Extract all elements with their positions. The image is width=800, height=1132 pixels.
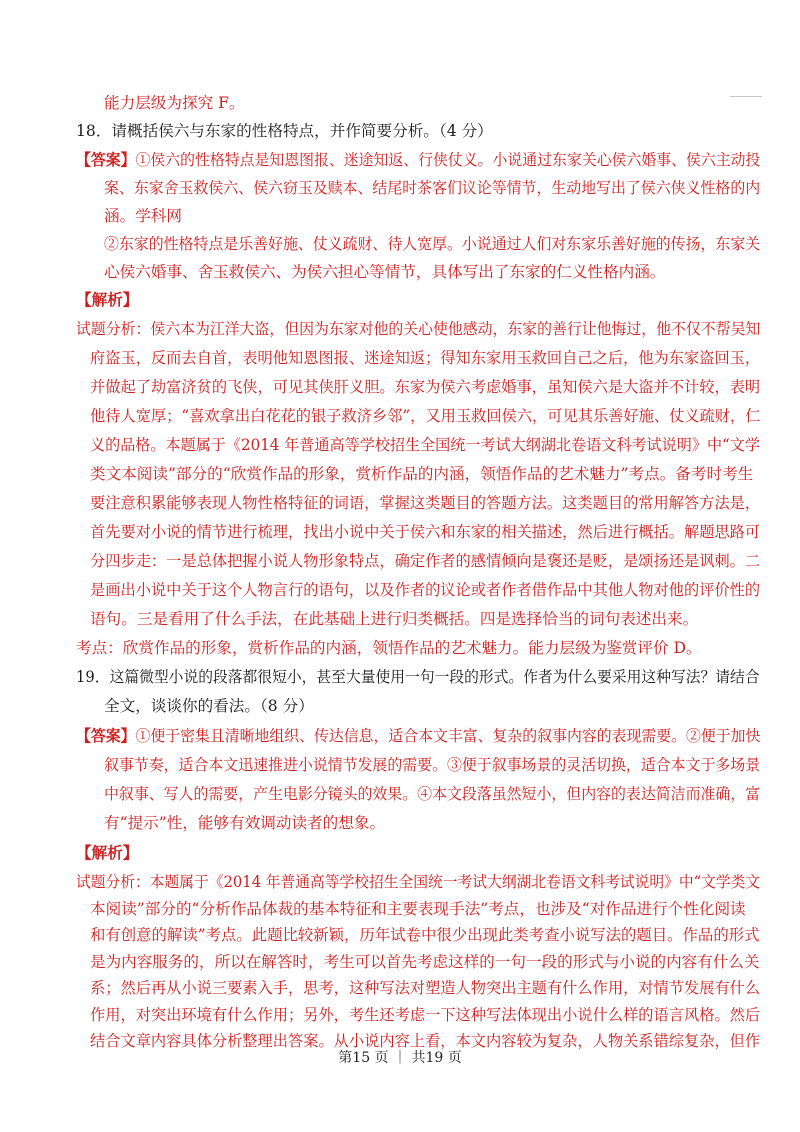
q18-analysis-line-4: 他待人宽厚；“喜欢拿出白花花的银子救济乡邻”，又用玉救回侯六，可见其乐善好施、仗义疏财，仁 xyxy=(90,407,761,425)
question-19-line-2: 全文，谈谈你的看法。（8 分） xyxy=(104,697,314,715)
q18-answer-line-3: 涵。学科网 xyxy=(104,207,182,225)
q19-answer-line-2: 叙事节奏，适合本文迅速推进小说情节发展的需要。③便于叙事场景的灵活切换，适合本文于多场景 xyxy=(104,756,761,774)
q18-analysis-line-3: 并做起了劫富济贫的飞侠，可见其侠肝义胆。东家为侯六考虑婚事，虽知侯六是大盗并不计较，表明 xyxy=(90,378,761,396)
question-18: 18．请概括侯六与东家的性格特点，并作简要分析。（4 分） xyxy=(76,122,493,140)
q19-answer-line-4: 有“提示”性，能够有效调动读者的想象。 xyxy=(104,814,386,832)
q19-analysis-line-3: 和有创意的解读”考点。此题比较新颖，历年试卷中很少出现此类考查小说写法的题目。作品的形式 xyxy=(90,926,760,944)
q18-analysis-line-1: 试题分析：侯六本为江洋大盗，但因为东家对他的关心使他感动，东家的善行让他悔过，他不仅不帮吴知 xyxy=(76,320,761,338)
q18-analysis-line-5: 义的品格。本题属于《2014 年普通高等学校招生全国统一考试大纲湖北卷语文科考试说明》中“文学 xyxy=(90,436,760,454)
question-19-line-1: 19．这篇微型小说的段落都很短小，甚至大量使用一句一段的形式。作者为什么要采用这种写法？请结合 xyxy=(76,668,760,686)
q18-analysis-line-2: 府盗玉，反而去自首，表明他知恩图报、迷途知返；得知东家用玉救回自己之后，他为东家盗回玉， xyxy=(90,349,761,367)
q19-analysis-line-7: 结合文章内容具体分析整理出答案。从小说内容上看，本文内容较为复杂，人物关系错综复杂，但作 xyxy=(90,1032,761,1050)
q17-ability-level: 能力层级为探究 F。 xyxy=(104,94,245,112)
q18-analysis-line-6: 类文本阅读”部分的“欣赏作品的形象，赏析作品的内涵，领悟作品的艺术魅力”考点。备考时考生 xyxy=(90,465,754,483)
q18-analysis-line-11: 语句。三是看用了什么手法，在此基础上进行归类概括。四是选择恰当的词句表述出来。 xyxy=(90,610,699,628)
header-rule xyxy=(730,96,762,97)
q18-analysis-line-9: 分四步走：一是总体把握小说人物形象特点，确定作者的感情倾向是褒还是贬，是颂扬还是讽刺。二 xyxy=(90,552,761,570)
q19-analysis-line-6: 作用，对突出环境有什么作用；另外，考生还考虑一下这种写法体现出小说什么样的语言风格。然后 xyxy=(90,1005,761,1024)
q18-analysis-line-7: 要注意积累能够表现人物性格特征的词语，掌握这类题目的答题方法。这类题目的常用解答方法是， xyxy=(90,494,761,512)
q18-kaodian: 考点：欣赏作品的形象，赏析作品的内涵，领悟作品的艺术魅力。能力层级为鉴赏评价 D。 xyxy=(76,639,702,657)
q18-answer-line-1: 【答案】①侯六的性格特点是知恩图报、迷途知返、行侠仗义。小说通过东家关心侯六婚事、侯六主动投 xyxy=(76,150,761,169)
q19-answer-line-1: 【答案】①便于密集且清晰地组织、传达信息，适合本文丰富、复杂的叙事内容的表现需要。②便于加快 xyxy=(76,726,761,745)
page-footer: 第15 页 ｜ 共19 页 xyxy=(338,1050,462,1066)
q19-analysis-line-1: 试题分析：本题属于《2014 年普通高等学校招生全国统一考试大纲湖北卷语文科考试说明》中“文学类文 xyxy=(76,873,761,891)
analysis-tag: 【解析】 xyxy=(76,843,139,862)
q18-answer-line-2: 案、东家舍玉救侯六、侯六窃玉及赎本、结尾时茶客们议论等情节，生动地写出了侯六侠义性格的内 xyxy=(104,179,761,197)
q19-analysis-line-2: 本阅读”部分的“分析作品体裁的基本特征和主要表现手法”考点，也涉及“对作品进行个性化阅读 xyxy=(90,899,746,918)
analysis-tag: 【解析】 xyxy=(76,290,139,309)
answer-tag: 【答案】 xyxy=(76,726,136,745)
answer-tag: 【答案】 xyxy=(76,150,136,169)
q19-answer-line-3: 中叙事、写人的需要，产生电影分镜头的效果。④本文段落虽然短小，但内容的表达简洁而准确，富 xyxy=(104,785,761,803)
q18-answer-line-5: 心侯六婚事、舍玉救侯六、为侯六担心等情节，具体写出了东家的仁义性格内涵。 xyxy=(104,263,666,281)
q19-analysis-line-5: 系；然后再从小说三要素入手，思考，这种写法对塑造人物突出主题有什么作用，对情节发展有什么 xyxy=(90,979,761,997)
q18-analysis-line-8: 首先要对小说的情节进行梳理，找出小说中关于侯六和东家的相关描述，然后进行概括。解题思路可 xyxy=(90,523,761,541)
q19-analysis-line-4: 是为内容服务的，所以在解答时，考生可以首先考虑这样的一句一段的形式与小说的内容有什么关 xyxy=(90,952,760,971)
q18-answer-line-4: ②东家的性格特点是乐善好施、仗义疏财、待人宽厚。小说通过人们对东家乐善好施的传扬，东家关 xyxy=(104,235,761,253)
q18-analysis-line-10: 是画出小说中关于这个人物言行的语句，以及作者的议论或者作者借作品中其他人物对他的评价性的 xyxy=(90,581,761,599)
